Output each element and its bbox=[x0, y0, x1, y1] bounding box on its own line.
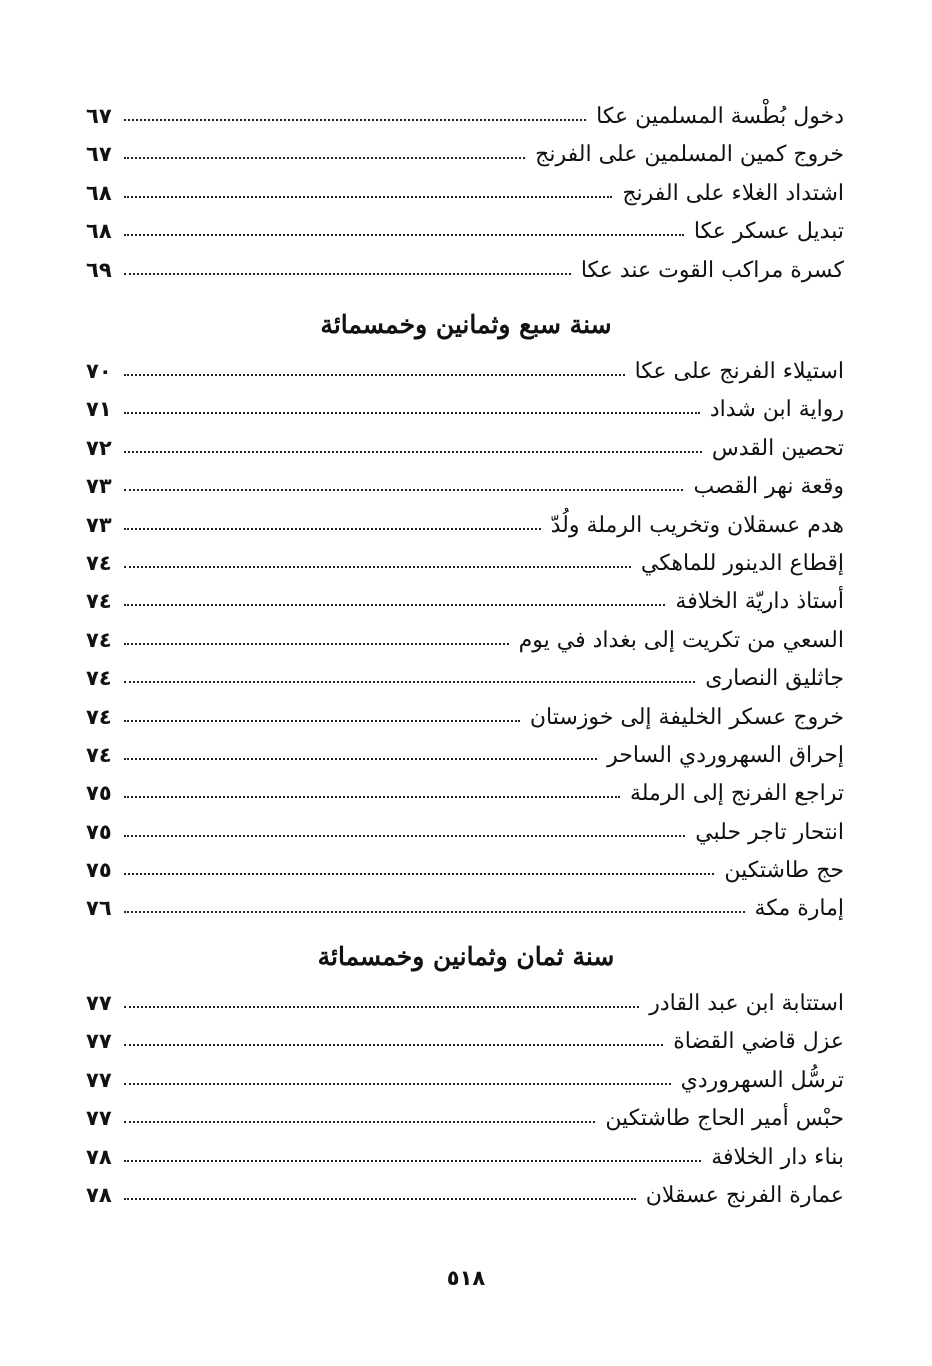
dot-leader bbox=[124, 681, 695, 683]
entry-page-number: ٧١ bbox=[86, 397, 112, 422]
dot-leader bbox=[124, 528, 541, 530]
dot-leader bbox=[124, 451, 702, 453]
dot-leader bbox=[124, 796, 620, 798]
entry-title: ترسُّل السهروردي bbox=[680, 1067, 844, 1093]
entry-page-number: ٧٤ bbox=[86, 627, 112, 652]
entry-page-number: ٧٥ bbox=[86, 819, 112, 844]
section-heading: سنة ثمان وثمانين وخمسمائة bbox=[317, 942, 615, 971]
entry-title: جاثليق النصارى bbox=[705, 666, 844, 692]
entry-page-number: ٦٩ bbox=[86, 257, 112, 282]
toc-entry bbox=[86, 1176, 844, 1214]
entry-page-number: ٦٨ bbox=[86, 219, 112, 244]
dot-leader bbox=[124, 196, 612, 198]
entry-page-number: ٧٥ bbox=[86, 858, 112, 883]
entry-title: انتحار تاجر حلبي bbox=[695, 819, 844, 845]
dot-leader bbox=[124, 273, 571, 275]
dot-leader bbox=[124, 758, 597, 760]
toc-entry bbox=[86, 984, 844, 1022]
entry-page-number: ٧٧ bbox=[86, 1106, 112, 1131]
toc-entry bbox=[86, 429, 844, 467]
entry-title: خروج عسكر الخليفة إلى خوزستان bbox=[529, 704, 844, 730]
entry-title: هدم عسقلان وتخريب الرملة ولُدّ bbox=[550, 512, 844, 538]
toc-entry bbox=[86, 582, 844, 620]
entry-title: عزل قاضي القضاة bbox=[673, 1029, 844, 1055]
entry-page-number: ٧٤ bbox=[86, 550, 112, 575]
toc-entry bbox=[86, 851, 844, 889]
entry-page-number: ٧٤ bbox=[86, 666, 112, 691]
entry-page-number: ٦٧ bbox=[86, 104, 112, 128]
entry-title: استيلاء الفرنج على عكا bbox=[634, 359, 844, 384]
toc-entry bbox=[86, 390, 844, 428]
dot-leader bbox=[124, 720, 520, 722]
entry-page-number: ٧٤ bbox=[86, 704, 112, 729]
entry-title: بناء دار الخلافة bbox=[711, 1144, 844, 1170]
entry-page-number: ٦٧ bbox=[86, 142, 112, 167]
toc-entry bbox=[86, 544, 844, 582]
toc-entry bbox=[86, 251, 844, 289]
entry-page-number: ٦٨ bbox=[86, 180, 112, 205]
entry-title: أستاذ داريّة الخلافة bbox=[675, 589, 844, 615]
entry-page-number: ٧٣ bbox=[86, 512, 112, 537]
entry-title: حج طاشتكين bbox=[724, 858, 844, 884]
entry-title: السعي من تكريت إلى بغداد في يوم bbox=[518, 627, 844, 653]
toc-section-1 bbox=[86, 97, 844, 289]
toc-entry bbox=[86, 889, 844, 927]
entry-page-number: ٧٥ bbox=[86, 781, 112, 806]
entry-page-number: ٧٣ bbox=[86, 474, 112, 499]
toc-entry bbox=[86, 621, 844, 659]
toc-entry bbox=[86, 736, 844, 774]
dot-leader bbox=[124, 234, 684, 236]
entry-page-number: ٧٨ bbox=[86, 1144, 112, 1169]
toc-entry bbox=[86, 97, 844, 135]
dot-leader bbox=[124, 119, 586, 121]
entry-title: خروج كمين المسلمين على الفرنج bbox=[535, 142, 844, 168]
toc-entry bbox=[86, 698, 844, 736]
entry-page-number: ٧٠ bbox=[86, 359, 112, 383]
toc-entry bbox=[86, 352, 844, 390]
entry-page-number: ٧٦ bbox=[86, 896, 112, 921]
dot-leader bbox=[124, 873, 714, 875]
dot-leader bbox=[124, 412, 700, 414]
entry-title: اشتداد الغلاء على الفرنج bbox=[622, 180, 844, 206]
toc-section-3 bbox=[86, 984, 844, 1214]
entry-page-number: ٧٧ bbox=[86, 1067, 112, 1092]
dot-leader bbox=[124, 1198, 636, 1200]
toc-entry bbox=[86, 774, 844, 812]
entry-title: كسرة مراكب القوت عند عكا bbox=[580, 257, 844, 283]
entry-page-number: ٧٤ bbox=[86, 589, 112, 614]
entry-title: إمارة مكة bbox=[754, 896, 844, 922]
toc-entry bbox=[86, 659, 844, 697]
toc-entry bbox=[86, 212, 844, 250]
dot-leader bbox=[124, 1083, 671, 1085]
toc-section-2 bbox=[86, 352, 844, 928]
toc-entry bbox=[86, 135, 844, 173]
toc-entry bbox=[86, 1099, 844, 1137]
toc-entry bbox=[86, 1022, 844, 1060]
toc-entry bbox=[86, 1138, 844, 1176]
dot-leader bbox=[124, 643, 509, 645]
entry-page-number: ٧٢ bbox=[86, 435, 112, 460]
toc-entry bbox=[86, 506, 844, 544]
dot-leader bbox=[124, 1160, 701, 1162]
entry-title: دخول بُطْسة المسلمين عكا bbox=[596, 104, 844, 129]
entry-title: تحصين القدس bbox=[711, 435, 844, 461]
entry-title: رواية ابن شداد bbox=[709, 397, 844, 423]
page-number: ٥١٨ bbox=[446, 1266, 486, 1290]
entry-title: تبديل عسكر عكا bbox=[693, 219, 844, 245]
dot-leader bbox=[124, 157, 525, 159]
dot-leader bbox=[124, 835, 685, 837]
toc-entry bbox=[86, 174, 844, 212]
toc-entry bbox=[86, 813, 844, 851]
dot-leader bbox=[124, 1006, 639, 1008]
entry-title: إحراق السهروردي الساحر bbox=[607, 742, 844, 768]
section-heading: سنة سبع وثمانين وخمسمائة bbox=[320, 310, 612, 339]
entry-page-number: ٧٨ bbox=[86, 1182, 112, 1207]
entry-page-number: ٧٧ bbox=[86, 991, 112, 1015]
entry-title: وقعة نهر القصب bbox=[693, 474, 844, 500]
entry-page-number: ٧٤ bbox=[86, 742, 112, 767]
dot-leader bbox=[124, 566, 631, 568]
dot-leader bbox=[124, 604, 665, 606]
toc-entry bbox=[86, 1061, 844, 1099]
entry-title: إقطاع الدينور للماهكي bbox=[640, 550, 844, 576]
entry-title: استتابة ابن عبد القادر bbox=[649, 991, 844, 1016]
dot-leader bbox=[124, 489, 683, 491]
dot-leader bbox=[124, 1044, 663, 1046]
entry-title: عمارة الفرنج عسقلان bbox=[645, 1182, 844, 1208]
dot-leader bbox=[124, 1121, 595, 1123]
entry-page-number: ٧٧ bbox=[86, 1029, 112, 1054]
entry-title: حبْس أمير الحاج طاشتكين bbox=[605, 1106, 844, 1132]
dot-leader bbox=[124, 911, 745, 913]
dot-leader bbox=[124, 374, 625, 376]
toc-entry bbox=[86, 467, 844, 505]
entry-title: تراجع الفرنج إلى الرملة bbox=[629, 781, 844, 807]
